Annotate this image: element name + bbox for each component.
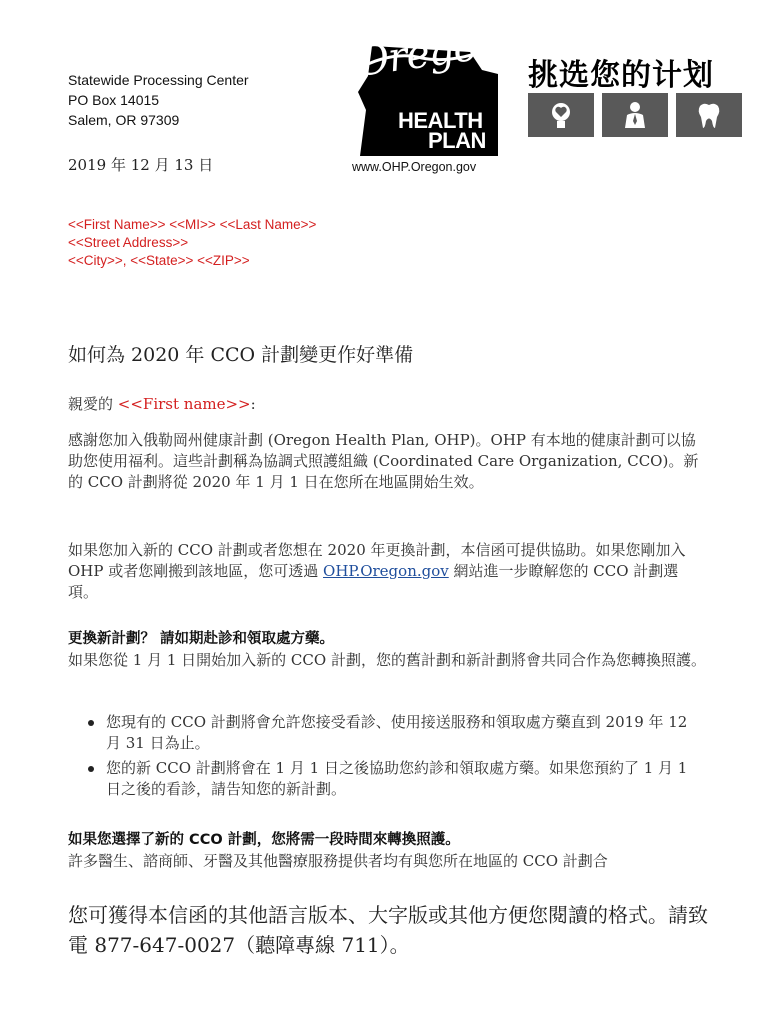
letter-heading: 如何為 2020 年 CCO 計劃變更作好準備 — [68, 344, 414, 366]
salutation — [68, 393, 256, 414]
recipient-address — [68, 216, 316, 270]
sender-address — [68, 70, 249, 130]
sender-line: Salem, OR 97309 — [68, 112, 180, 128]
recipient-name: <<First Name>> <<MI>> <<Last Name>> — [68, 217, 317, 232]
subheading-switch-plan: 更換新計劃？ 請如期赴診和領取處方藥。 — [68, 631, 335, 647]
footer-notice: 您可獲得本信函的其他語言版本、大字版或其他方便您閱讀的格式。請致電 877-647-0027（聽障專線 711）。 — [68, 903, 708, 957]
list-item: 您現有的 CCO 計劃將會允許您接受看診、使用接送服務和領取處方藥直到 2019 年 12 月 31 日為止。 — [86, 712, 706, 754]
tooth-icon — [695, 101, 723, 129]
pick-box-heart — [528, 93, 594, 137]
paragraph-help-before: 如果您加入新的 CCO 計劃或者您想在 2020 年更換計劃，本信函可提供協助。如果您剛加入 OHP 或者您剛搬到該地區，您可透過 — [68, 541, 686, 580]
pick-box-doctor — [602, 93, 668, 137]
paragraph-help-after: 網站進一步瞭解您的 CCO 計劃選項。 — [68, 562, 679, 601]
salutation-placeholder: <<First name>> — [117, 395, 251, 413]
bullet-list — [86, 712, 706, 804]
ohp-website-url: www.OHP.Oregon.gov — [352, 160, 477, 174]
subheading-chose-new-plan: 如果您選擇了新的 CCO 計劃，您將需一段時間來轉換照護。 — [68, 832, 460, 848]
pick-box-tooth — [676, 93, 742, 137]
paragraph-help — [68, 540, 708, 603]
ohp-website-link[interactable]: OHP.Oregon.gov — [323, 562, 449, 580]
heart-hand-icon — [547, 101, 575, 129]
salutation-suffix: : — [250, 395, 256, 413]
sender-line: Statewide Processing Center — [68, 72, 249, 88]
salutation-prefix: 親愛的 — [68, 395, 118, 413]
paragraph-transition: 如果您從 1 月 1 日開始加入新的 CCO 計劃，您的舊計劃和新計劃將會共同合作為您轉換照護。 — [68, 651, 706, 669]
pick-plan-title: 挑选您的计划 — [528, 58, 714, 93]
recipient-street: <<Street Address>> — [68, 235, 189, 250]
logo-plan-text: PLAN — [428, 128, 486, 153]
doctor-icon — [621, 101, 649, 129]
recipient-city: <<City>>, <<State>> <<ZIP>> — [68, 253, 250, 268]
letter-date: 2019 年 12 月 13 日 — [68, 156, 214, 174]
logo-health-text: HEALTH — [398, 108, 483, 133]
paragraph-intro: 感謝您加入俄勒岡州健康計劃 (Oregon Health Plan, OHP)。OHP 有本地的健康計劃可以協助您使用福利。這些計劃稱為協調式照護組織 (Coordinated Care Organization, CCO)。新的 CCO 計劃將從 2020 年 1 月 1 日在您所在地區開始生效。 — [68, 431, 699, 491]
list-item: 您的新 CCO 計劃將會在 1 月 1 日之後協助您約診和領取處方藥。如果您預約了 1 月 1 日之後的看診，請告知您的新計劃。 — [86, 758, 706, 800]
sender-line: PO Box 14015 — [68, 92, 160, 108]
paragraph-providers: 許多醫生、諮商師、牙醫及其他醫療服務提供者均有與您所在地區的 CCO 計劃合 — [68, 852, 608, 870]
logo-script-text: Oregon — [353, 20, 504, 86]
